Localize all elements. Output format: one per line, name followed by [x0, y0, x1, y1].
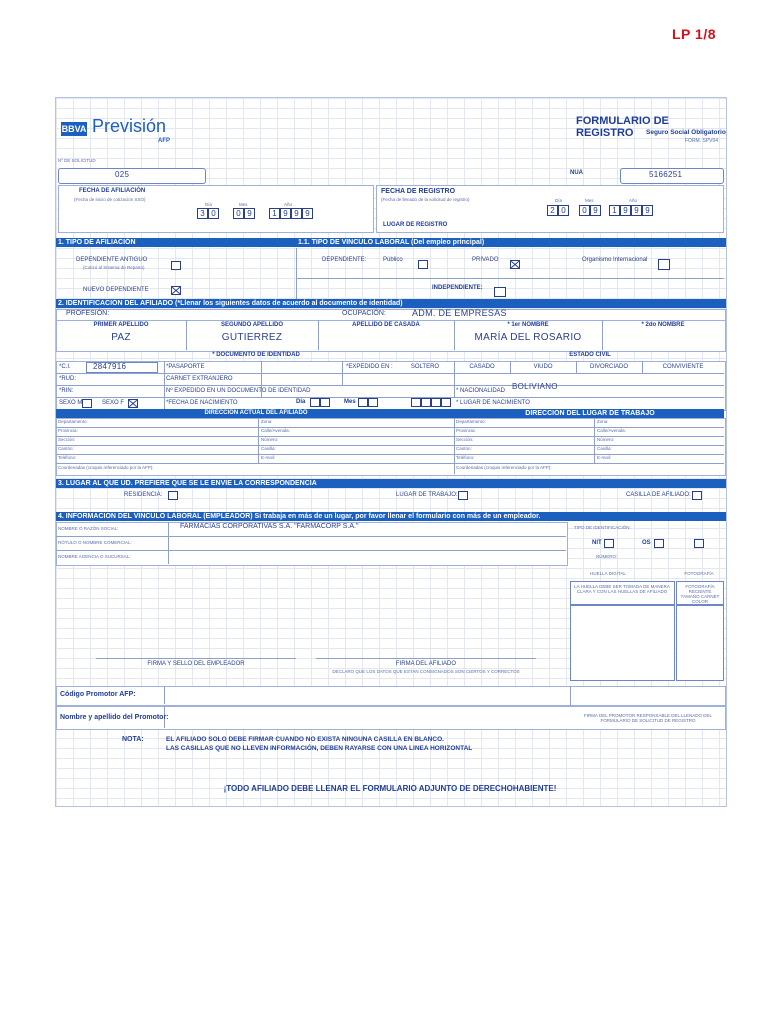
nit-checkbox[interactable]: [604, 539, 614, 548]
primer-apellido-value[interactable]: PAZ: [111, 332, 131, 343]
reg-mes-label: Mes: [585, 198, 594, 203]
publico-label: Público: [383, 257, 403, 263]
work-seccion[interactable]: Sección:: [456, 437, 474, 442]
solicitud-value: 025: [115, 170, 130, 179]
nac-mes-1[interactable]: [358, 398, 368, 407]
divider: [342, 361, 343, 385]
segundo-apellido-value[interactable]: GUTIERREZ: [221, 332, 283, 343]
divider: [168, 522, 169, 564]
work-provincia[interactable]: Provincia:: [456, 428, 476, 433]
sexo-f-label: SEXO F: [102, 400, 125, 406]
work-numero[interactable]: Número:: [597, 437, 615, 442]
work-zona[interactable]: Zona:: [597, 419, 609, 424]
reg-dia-2[interactable]: 0: [558, 205, 569, 216]
sexo-f-checkbox[interactable]: [128, 399, 138, 408]
huella-digital-box[interactable]: [570, 605, 675, 681]
expedido-en-label: *EXPEDIDO EN :: [346, 364, 393, 370]
fecha-registro-block: [376, 185, 724, 233]
huella-label: HUELLA DIGITAL: [590, 571, 626, 576]
os-label: OS: [642, 540, 651, 546]
organismo-label: Organismo Internacional: [582, 257, 648, 263]
nota-line2: LAS CASILLAS QUE NO LLEVEN INFORMACIÓN, DEBEN RAYARSE CON UNA LINEA HORIZONTAL: [166, 745, 473, 752]
afil-ano-1[interactable]: 1: [269, 208, 280, 219]
ci-value: 2847916: [93, 362, 127, 371]
form-title: FORMULARIO DE REGISTRO: [576, 115, 669, 139]
expedido-label: Nº EXPEDIDO EN UN DOCUMENTO DE IDENTIDAD: [166, 388, 311, 394]
brand-afp: AFP: [158, 138, 170, 144]
segundo-nombre-label: * 2do NOMBRE: [641, 322, 685, 328]
fecha-afiliacion-note: (Fecha de inicio de cotización SSO): [74, 197, 146, 202]
lugar-trabajo-checkbox[interactable]: [458, 491, 468, 500]
afil-dia-2[interactable]: 0: [208, 208, 219, 219]
work-calle[interactable]: Calle/Avenida:: [597, 428, 626, 433]
razon-social-label: NOMBRE O RAZÓN SOCIAL:: [58, 526, 119, 531]
reg-ano-label: Año: [629, 198, 638, 203]
reg-ano-4[interactable]: 9: [642, 205, 653, 216]
documento-label: * DOCUMENTO DE IDENTIDAD: [212, 352, 300, 358]
foto-note-box: [676, 581, 724, 605]
residencia-label: RESIDENCIA:: [124, 492, 163, 498]
afil-mes-1[interactable]: 0: [233, 208, 244, 219]
work-telefono[interactable]: Teléfono:: [456, 455, 475, 460]
work-coordenadas[interactable]: Coordenadas (croquis referenciado por la AFP):: [456, 465, 552, 470]
nua-field[interactable]: [620, 168, 724, 184]
firma-promotor-note: FIRMA DEL PROMOTOR RESPONSABLE DEL LLENADO DEL FORMULARIO DE SOLICITUD DE REGISTRO: [583, 713, 713, 723]
section2-header: 2. IDENTIFICACIÓN DEL AFILIADO (*Llenar los siguientes datos de acuerdo al documento de identidad): [56, 299, 726, 308]
identificacion-label: TIPO DE IDENTIFICACIÓN:: [574, 525, 631, 530]
rud-label: *RUD:: [59, 376, 77, 382]
divider: [258, 418, 259, 464]
divider: [56, 445, 724, 446]
nac-dia-1[interactable]: [310, 398, 320, 407]
divider: [296, 248, 297, 300]
form-code: FORM. SPV04: [685, 138, 719, 144]
reg-dia-label: Día: [555, 198, 563, 203]
privado-label: PRIVADO: [472, 257, 499, 263]
casilla-checkbox[interactable]: [692, 491, 702, 500]
nacionalidad-label: * NACIONALIDAD: [456, 388, 506, 394]
page-label: LP 1/8: [672, 26, 716, 42]
estado-viudo[interactable]: VIUDO: [533, 364, 553, 370]
firma-empleador-line: [96, 658, 296, 659]
firma-empleador-label: FIRMA Y SELLO DEL EMPLEADOR: [147, 661, 245, 667]
codigo-promotor-row: [56, 686, 726, 706]
ocupacion-label: OCUPACIÓN:: [342, 310, 386, 317]
fecha-registro-label: FECHA DE REGISTRO: [381, 188, 456, 195]
divider: [56, 373, 724, 374]
dependiente-antiguo-label: DEPENDIENTE ANTIGUO: [76, 257, 148, 263]
lugar-registro-label: LUGAR DE REGISTRO: [383, 222, 448, 228]
lugar-trabajo-label: LUGAR DE TRABAJO:: [396, 492, 458, 498]
fecha-registro-note: (Fecha de llenado de la solicitud de registro): [381, 197, 470, 202]
divider: [56, 397, 724, 398]
divider: [56, 536, 566, 537]
agencia-label: NOMBRE AGENCIA O SUCURSAL:: [58, 554, 131, 559]
estado-civil-label: ESTADO CIVIL: [569, 352, 611, 358]
numero-label: NÚMERO:: [596, 554, 618, 559]
dir-actual-header: DIRECCIÓN ACTUAL DEL AFILIADO: [56, 409, 454, 418]
solicitud-label: Nº DE SOLICITUD: [58, 158, 96, 163]
estado-soltero[interactable]: SOLTERO: [410, 364, 440, 370]
addr-zona[interactable]: Zona:: [261, 419, 273, 424]
divider: [296, 278, 724, 279]
nua-value: 5166251: [649, 170, 683, 179]
ocupacion-value[interactable]: ADM. DE EMPRESAS: [412, 308, 507, 318]
estado-divorciado[interactable]: DIVORCIADO: [589, 364, 628, 370]
divider: [594, 418, 595, 464]
firma-afiliado-line: [316, 658, 536, 659]
dependiente-label: DEPENDIENTE:: [322, 257, 367, 263]
sexo-m-checkbox[interactable]: [82, 399, 92, 408]
nota-line1: EL AFILIADO SOLO DEBE FIRMAR CUANDO NO EXISTA NINGUNA CASILLA EN BLANCO.: [166, 736, 444, 743]
nac-ano-3[interactable]: [431, 398, 441, 407]
sexo-m-label: SEXO M: [59, 400, 83, 406]
divider: [56, 454, 724, 455]
reg-ano-1[interactable]: 1: [609, 205, 620, 216]
addr-casilla[interactable]: Casilla:: [261, 446, 276, 451]
pasaporte-label: *PASAPORTE: [166, 364, 205, 370]
huella-note: LA HUELLA DEBE SER TOMADA DE MANERA CLARA Y CON LAS HUELLAS DE AFILIADO: [574, 584, 670, 594]
residencia-checkbox[interactable]: [168, 491, 178, 500]
lugar-nacimiento-label: * LUGAR DE NACIMIENTO: [456, 400, 530, 406]
bbva-logo: BBVA: [61, 124, 87, 134]
publico-checkbox[interactable]: [418, 260, 428, 269]
work-canton[interactable]: Cantón:: [456, 446, 472, 451]
nombre-promotor-label[interactable]: Nombre y apellido del Promotor:: [60, 714, 169, 721]
segundo-apellido-label: SEGUNDO APELLIDO: [220, 322, 284, 328]
mes-label: Mes: [239, 202, 248, 207]
addr-email[interactable]: E-mail:: [261, 455, 276, 460]
primer-nombre-value[interactable]: MARÍA DEL ROSARIO: [474, 332, 582, 343]
section4-header: 4. INFORMACION DEL VINCULO LABORAL (EMPLEADOR) Si trabaja en más de un lugar, por favor llenar el formulario con más de un empleador.: [56, 512, 726, 521]
fecha-afiliacion-label: FECHA DE AFILIACIÓN: [79, 188, 146, 194]
casilla-label: CASILLA DE AFILIADO:: [626, 492, 691, 498]
reg-ano-2[interactable]: 9: [620, 205, 631, 216]
independiente-checkbox[interactable]: [494, 287, 506, 297]
ci-label: *C.I.: [59, 364, 71, 370]
section11-header: 1.1. TIPO DE VINCULO LABORAL (Del empleo principal): [296, 238, 726, 247]
afil-ano-4[interactable]: 9: [302, 208, 313, 219]
ci-field[interactable]: [86, 362, 158, 373]
registration-form: [55, 97, 727, 807]
addr-departamento[interactable]: Departamento:: [58, 419, 88, 424]
solicitud-field[interactable]: [58, 168, 206, 184]
divider: [56, 436, 724, 437]
reg-mes-2[interactable]: 9: [590, 205, 601, 216]
addr-provincia[interactable]: Provincia:: [58, 428, 78, 433]
addr-coordenadas[interactable]: Coordenadas (croquis referenciado por la AFP):: [58, 465, 154, 470]
dependiente-antiguo-note: (Cotizó al Sistema de Reparto): [83, 265, 145, 270]
razon-social-value[interactable]: FARMACIAS CORPORATIVAS S.A. "FARMACORP S.A.": [180, 523, 359, 530]
apellido-casada-label: APELLIDO DE CASADA: [352, 322, 420, 328]
addr-numero[interactable]: Número:: [261, 437, 279, 442]
brand-name: Previsión: [92, 116, 167, 136]
addr-seccion[interactable]: Sección:: [58, 437, 76, 442]
nota-label: NOTA:: [122, 736, 144, 743]
divider: [56, 463, 724, 464]
dir-trabajo-header: DIRECCION DEL LUGAR DE TRABAJO: [454, 409, 724, 418]
nit-label: NIT: [592, 540, 602, 546]
dependiente-antiguo-checkbox[interactable]: [171, 261, 181, 270]
independiente-label: INDEPENDIENTE:: [432, 285, 483, 291]
rotulo-label: RÓTULO O NOMBRE COMERCIAL:: [58, 540, 132, 545]
work-casilla[interactable]: Casilla:: [597, 446, 612, 451]
afil-ano-3[interactable]: 9: [291, 208, 302, 219]
divider: [56, 550, 566, 551]
rin-label: *RIN:: [59, 388, 74, 394]
divider: [56, 385, 724, 386]
primer-apellido-label: PRIMER APELLIDO: [93, 322, 149, 328]
addr-calle[interactable]: Calle/Avenida:: [261, 428, 290, 433]
codigo-promotor-label[interactable]: Código Promotor AFP:: [60, 691, 136, 698]
estado-conviviente[interactable]: CONVIVIENTE: [662, 364, 704, 370]
fecha-afiliacion-block: [58, 185, 374, 233]
nac-ano-4[interactable]: [441, 398, 451, 407]
profesion-label[interactable]: PROFESIÓN:: [66, 310, 110, 317]
nuevo-dependiente-checkbox[interactable]: [171, 286, 181, 295]
os-checkbox[interactable]: [654, 539, 664, 548]
nacionalidad-value[interactable]: BOLIVIANO: [512, 382, 558, 391]
nuevo-dependiente-label: NUEVO DEPENDIENTE: [83, 287, 149, 293]
afil-dia-1[interactable]: 3: [197, 208, 208, 219]
footer-note: ¡TODO AFILIADO DEBE LLENAR EL FORMULARIO ADJUNTO DE DERECHOHABIENTE!: [223, 784, 557, 793]
huella-note-box: [570, 581, 675, 605]
form-subtitle: Seguro Social Obligatorio: [646, 129, 726, 136]
work-email[interactable]: E-mail:: [597, 455, 612, 460]
divider: [164, 686, 165, 704]
nac-dia-label: Día: [296, 399, 306, 405]
work-departamento[interactable]: Departamento:: [456, 419, 486, 424]
foto-note: FOTOGRAFÍA RECIENTE TAMAÑO CARNET COLOR: [680, 584, 720, 604]
divider: [164, 361, 165, 409]
privado-checkbox[interactable]: [510, 260, 520, 269]
reg-ano-3[interactable]: 9: [631, 205, 642, 216]
nua-label: NUA: [570, 170, 583, 176]
nac-dia-2[interactable]: [320, 398, 330, 407]
ano-label: Año: [284, 202, 293, 207]
fotografia-box[interactable]: [676, 605, 724, 681]
firma-afiliado-label: FIRMA DEL AFILIADO: [395, 661, 457, 667]
reg-mes-1[interactable]: 0: [579, 205, 590, 216]
reg-dia-1[interactable]: 2: [547, 205, 558, 216]
nac-mes-2[interactable]: [368, 398, 378, 407]
fecha-nacimiento-label: *FECHA DE NACIMIENTO: [166, 400, 238, 406]
section3-header: 3. LUGAR AL QUE UD. PREFIERE QUE SE LE ENVIE LA CORRESPONDENCIA: [56, 479, 726, 488]
nac-ano-1[interactable]: [411, 398, 421, 407]
carnet-label: CARNET EXTRANJERO: [166, 376, 233, 382]
nac-ano-2[interactable]: [421, 398, 431, 407]
nac-mes-label: Mes: [344, 399, 356, 405]
addr-canton[interactable]: Cantón:: [58, 446, 74, 451]
afil-ano-2[interactable]: 9: [280, 208, 291, 219]
section1-header: 1. TIPO DE AFILIACIÓN: [56, 238, 298, 247]
other-id-checkbox[interactable]: [694, 539, 704, 548]
primer-nombre-label: * 1er NOMBRE: [507, 322, 549, 328]
organismo-checkbox[interactable]: [658, 259, 670, 270]
foto-label: FOTOGRAFÍA: [684, 571, 714, 576]
addr-telefono[interactable]: Teléfono:: [58, 455, 77, 460]
estado-casado[interactable]: CASADO: [469, 364, 495, 370]
dia-label: Día: [205, 202, 213, 207]
firma-afiliado-note: DECLARO QUE LOS DATOS QUE ESTAN CONSIGNADOS SON CIERTOS Y CORRECTOS: [332, 669, 520, 674]
afil-mes-2[interactable]: 9: [244, 208, 255, 219]
